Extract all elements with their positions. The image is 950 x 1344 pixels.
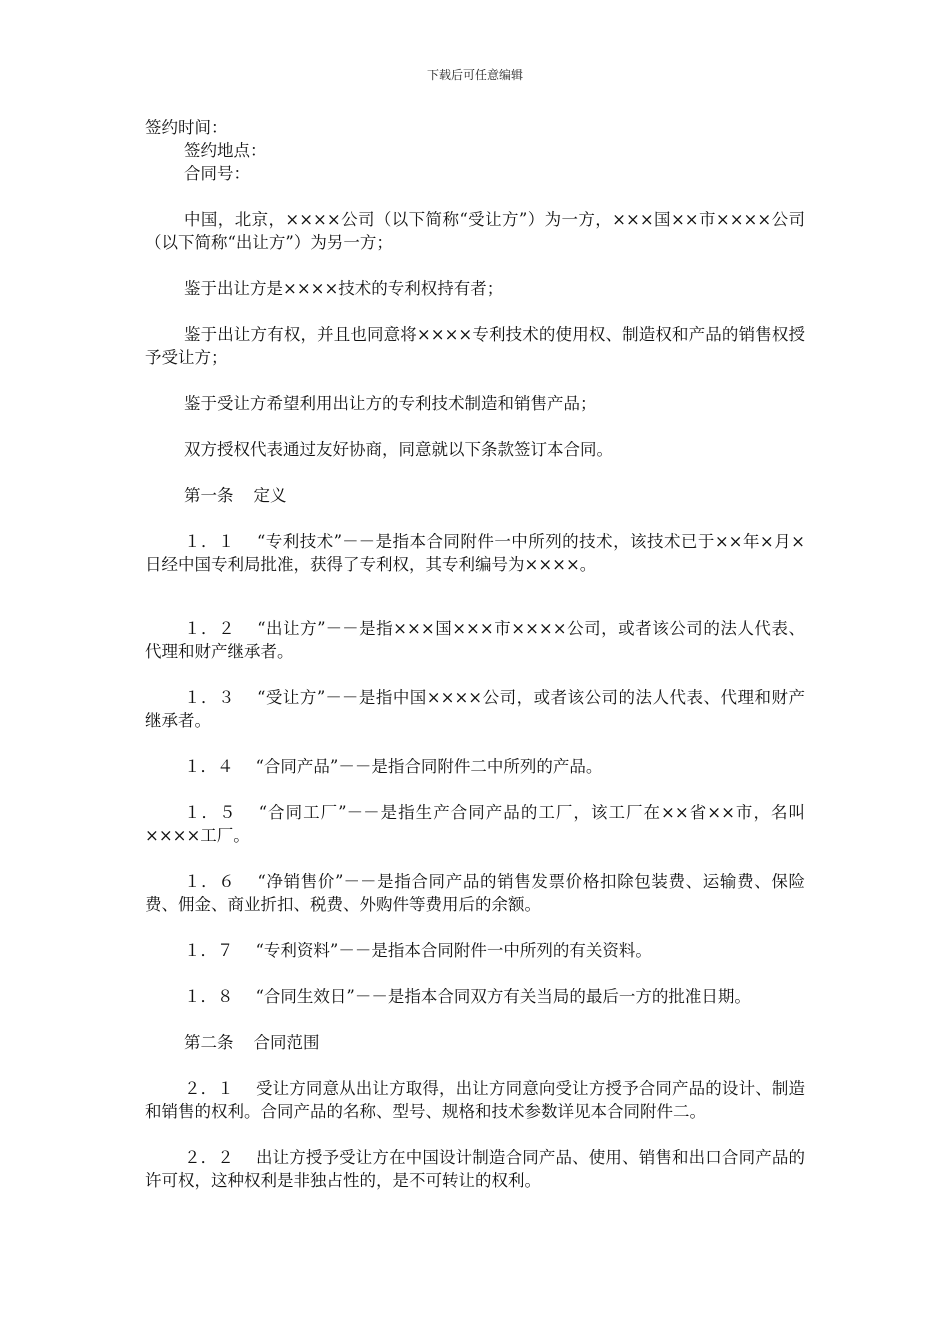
contract-number-label: 合同号： bbox=[184, 164, 250, 183]
clause-text: “合同产品”－－是指合同附件二中所列的产品。 bbox=[255, 757, 603, 776]
clause-number: １．４ bbox=[184, 757, 234, 776]
clause-text: “受让方”－－是指中国××××公司，或者该公司的法人代表、代理和财产继承者。 bbox=[145, 688, 806, 730]
clause-number: １．３ bbox=[184, 688, 235, 707]
whereas-paragraph-2: 鉴于出让方有权，并且也同意将××××专利技术的使用权、制造权和产品的销售权授予受让方； bbox=[145, 325, 805, 367]
clause-number: ２．２ bbox=[184, 1148, 234, 1167]
clause-1-1 bbox=[145, 530, 805, 576]
article-2-number: 第二条 bbox=[184, 1033, 234, 1052]
clause-number: １．５ bbox=[184, 803, 237, 822]
clause-text: “合同生效日”－－是指本合同双方有关当局的最后一方的批准日期。 bbox=[255, 987, 751, 1006]
clause-number: １．７ bbox=[184, 941, 234, 960]
sign-time-label: 签约时间： bbox=[145, 118, 228, 137]
clause-1-4 bbox=[145, 755, 805, 778]
clause-1-6 bbox=[145, 870, 805, 916]
clause-1-2 bbox=[145, 617, 805, 663]
clause-number: １．６ bbox=[184, 872, 236, 891]
article-1-title: 定义 bbox=[253, 486, 287, 505]
clause-number: １．８ bbox=[184, 987, 234, 1006]
agreement-paragraph: 双方授权代表通过友好协商，同意就以下条款签订本合同。 bbox=[184, 440, 613, 459]
article-1-heading bbox=[145, 484, 805, 507]
clause-1-7 bbox=[145, 939, 805, 962]
whereas-paragraph-3: 鉴于受让方希望利用出让方的专利技术制造和销售产品； bbox=[184, 394, 597, 413]
clause-text: 受让方同意从出让方取得，出让方同意向受让方授予合同产品的设计、制造和销售的权利。合同产品的名称、型号、规格和技术参数详见本合同附件二。 bbox=[145, 1079, 806, 1121]
clause-2-2 bbox=[145, 1146, 805, 1192]
clause-number: １．２ bbox=[184, 619, 236, 638]
whereas-paragraph-1: 鉴于出让方是××××技术的专利权持有者； bbox=[184, 279, 504, 298]
article-2-heading bbox=[145, 1031, 805, 1054]
clause-text: “专利技术”－－是指本合同附件一中所列的技术，该技术已于××年×月×日经中国专利局批准，获得了专利权，其专利编号为××××。 bbox=[145, 532, 806, 574]
contract-body bbox=[145, 116, 805, 1192]
clause-1-8 bbox=[145, 985, 805, 1008]
clause-1-5 bbox=[145, 801, 805, 847]
clause-2-1 bbox=[145, 1077, 805, 1123]
clause-text: “出让方”－－是指×××国×××市××××公司，或者该公司的法人代表、代理和财产继承者。 bbox=[145, 619, 805, 661]
parties-paragraph: 中国，北京，××××公司（以下简称“受让方”）为一方，×××国××市××××公司（以下简称“出让方”）为另一方； bbox=[145, 210, 805, 252]
clause-number: ２．１ bbox=[184, 1079, 234, 1098]
clause-1-3 bbox=[145, 686, 805, 732]
sign-place-label: 签约地点： bbox=[184, 141, 267, 160]
page-header-note: 下载后可任意编辑 bbox=[426, 68, 523, 82]
clause-text: “合同工厂”－－是指生产合同产品的工厂，该工厂在××省××市，名叫××××工厂。 bbox=[145, 803, 806, 845]
clause-text: “专利资料”－－是指本合同附件一中所列的有关资料。 bbox=[255, 941, 652, 960]
clause-text: 出让方授予受让方在中国设计制造合同产品、使用、销售和出口合同产品的许可权，这种权利是非独占性的，是不可转让的权利。 bbox=[145, 1148, 806, 1190]
article-1-number: 第一条 bbox=[184, 486, 234, 505]
clause-number: １．１ bbox=[184, 532, 235, 551]
article-2-title: 合同范围 bbox=[253, 1033, 320, 1052]
clause-text: “净销售价”－－是指合同产品的销售发票价格扣除包装费、运输费、保险费、佣金、商业折扣、税费、外购件等费用后的余额。 bbox=[145, 872, 805, 914]
